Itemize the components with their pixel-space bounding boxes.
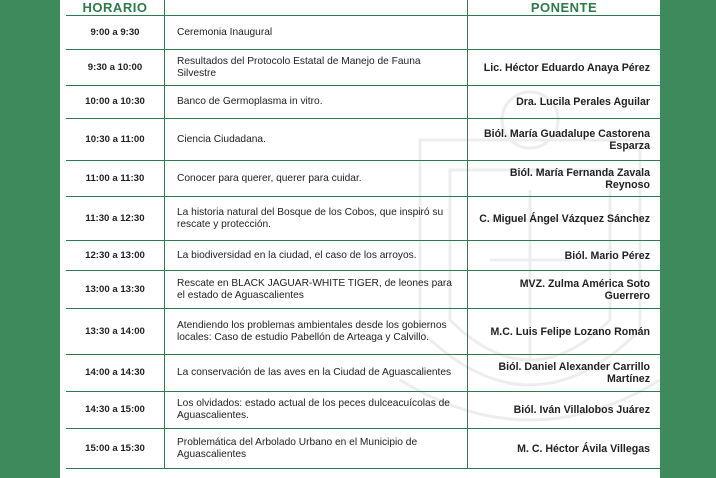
table-header-row: [66, 0, 660, 16]
table-row: [66, 16, 660, 50]
table-row: [66, 161, 660, 197]
topic-cell: Resultados del Protocolo Estatal de Manejo de Fauna Silvestre: [165, 50, 468, 86]
table-row: [66, 271, 660, 309]
speaker-cell: Biól. María Fernanda Zavala Reynoso: [468, 161, 661, 197]
table-row: [66, 86, 660, 119]
speaker-cell: Dra. Lucila Perales Aguilar: [468, 86, 661, 119]
header-speaker: PONENTE: [468, 0, 661, 16]
topic-cell: Conocer para querer, querer para cuidar.: [165, 161, 468, 197]
header-topic: [165, 0, 468, 16]
topic-cell: La historia natural del Bosque de los Cobos, que inspiró su rescate y protección.: [165, 197, 468, 241]
speaker-cell: Biól. Daniel Alexander Carrillo Martínez: [468, 355, 661, 392]
time-cell: 11:00 a 11:30: [66, 161, 165, 197]
table-row: [66, 309, 660, 355]
time-cell: 10:00 a 10:30: [66, 86, 165, 119]
time-cell: 15:00 a 15:30: [66, 429, 165, 469]
speaker-cell: MVZ. Zulma América Soto Guerrero: [468, 271, 661, 309]
speaker-cell: M.C. Luis Felipe Lozano Román: [468, 309, 661, 355]
topic-cell: Rescate en BLACK JAGUAR-WHITE TIGER, de leones para el estado de Aguascalientes: [165, 271, 468, 309]
topic-cell: Atendiendo los problemas ambientales desde los gobiernos locales: Caso de estudio Pabellón de Arteaga y Calvillo.: [165, 309, 468, 355]
table-row: [66, 119, 660, 161]
schedule-sheet: [60, 0, 660, 478]
time-cell: 10:30 a 11:00: [66, 119, 165, 161]
right-green-border: [660, 0, 716, 478]
table-row: [66, 197, 660, 241]
time-cell: 11:30 a 12:30: [66, 197, 165, 241]
topic-cell: La biodiversidad en la ciudad, el caso de los arroyos.: [165, 241, 468, 271]
table-row: [66, 392, 660, 429]
topic-cell: Los olvidados: estado actual de los peces dulceacuícolas de Aguascalientes.: [165, 392, 468, 429]
time-cell: 9:00 a 9:30: [66, 16, 165, 50]
speaker-cell: [468, 16, 661, 50]
speaker-cell: C. Miguel Ángel Vázquez Sánchez: [468, 197, 661, 241]
speaker-cell: Lic. Héctor Eduardo Anaya Pérez: [468, 50, 661, 86]
speaker-cell: Biól. María Guadalupe Castorena Esparza: [468, 119, 661, 161]
topic-cell: Banco de Germoplasma in vitro.: [165, 86, 468, 119]
time-cell: 12:30 a 13:00: [66, 241, 165, 271]
table-row: [66, 241, 660, 271]
time-cell: 13:30 a 14:00: [66, 309, 165, 355]
left-green-border: [0, 0, 60, 478]
topic-cell: Ceremonia Inaugural: [165, 16, 468, 50]
speaker-cell: Biól. Mario Pérez: [468, 241, 661, 271]
time-cell: 14:30 a 15:00: [66, 392, 165, 429]
topic-cell: La conservación de las aves en la Ciudad de Aguascalientes: [165, 355, 468, 392]
time-cell: 9:30 a 10:00: [66, 50, 165, 86]
time-cell: 13:00 a 13:30: [66, 271, 165, 309]
topic-cell: Ciencia Ciudadana.: [165, 119, 468, 161]
topic-cell: Problemática del Arbolado Urbano en el Municipio de Aguascalientes: [165, 429, 468, 469]
table-row: [66, 50, 660, 86]
time-cell: 14:00 a 14:30: [66, 355, 165, 392]
table-row: [66, 355, 660, 392]
schedule-table: [66, 0, 660, 469]
header-time: HORARIO: [66, 0, 165, 16]
speaker-cell: Biól. Iván Villalobos Juárez: [468, 392, 661, 429]
speaker-cell: M. C. Héctor Ávila Villegas: [468, 429, 661, 469]
table-row: [66, 429, 660, 469]
